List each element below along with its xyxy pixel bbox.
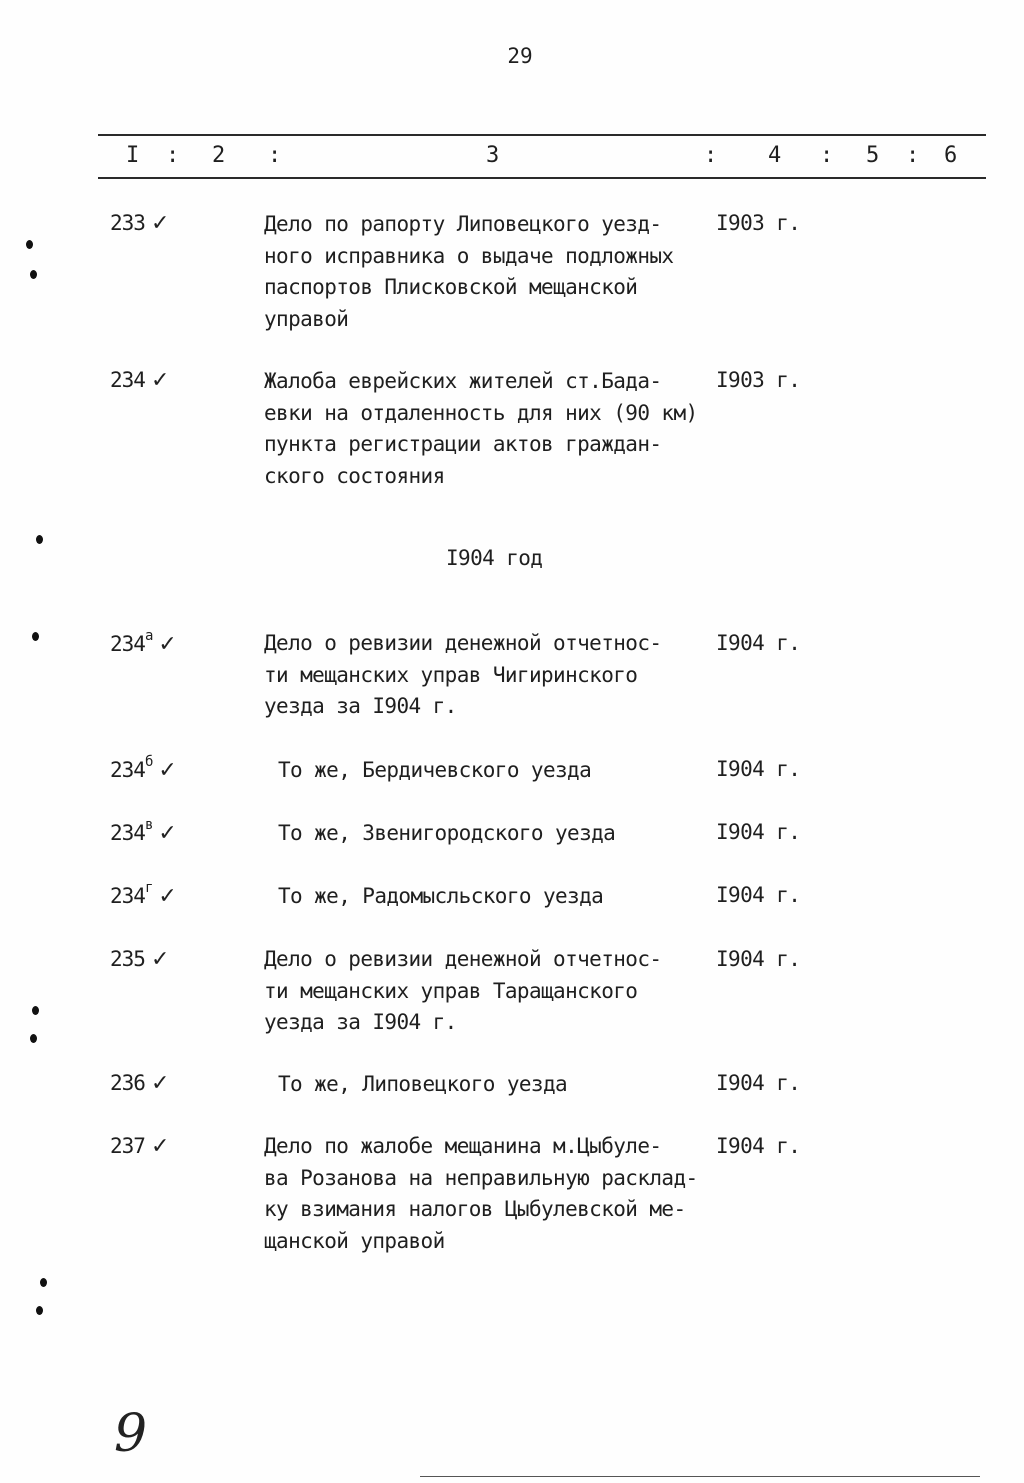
entry-description: Дело о ревизии денежной отчетнос- ти мещанских управ Чигиринского уезда за I904 г. (264, 631, 662, 718)
entry-number-value: 233 (110, 211, 145, 235)
handwritten-number: 9 (114, 1404, 148, 1464)
entry-description: Дело по жалобе мещанина м.Цыбуле- ва Розанова на неправильную расклад- ку взимания налогов Цыбулевской ме- щанской управой (264, 1134, 698, 1253)
page-number: 29 (507, 44, 533, 68)
entry-date: I904 г. (716, 1134, 801, 1158)
entry-number (110, 628, 176, 657)
check-mark-icon: ✓ (150, 1071, 169, 1096)
punch-hole-mark (32, 1006, 39, 1015)
entry-date: I904 г. (716, 631, 801, 655)
column-separator: : (906, 143, 920, 168)
entry-number-value: 234 (110, 884, 145, 908)
entry-number-value: 237 (110, 1134, 145, 1158)
entry-number (110, 1071, 168, 1096)
entry-number (110, 754, 176, 783)
entry-description: Дело по рапорту Липовецкого уезд- ного исправника о выдаче подложных паспортов Плисковской мещанской управой (264, 212, 674, 331)
entry-number-value: 234 (110, 368, 145, 392)
entry-number-suffix: в (144, 817, 153, 833)
entry-number (110, 880, 176, 909)
check-mark-icon: ✓ (158, 758, 176, 783)
entry-number-suffix: а (144, 628, 153, 644)
entry-number-value: 235 (110, 947, 145, 971)
bottom-edge-line (420, 1476, 980, 1477)
check-mark-icon: ✓ (150, 368, 169, 393)
punch-hole-mark (26, 240, 33, 249)
entry-number-value: 234 (110, 758, 145, 782)
column-separator: : (820, 143, 834, 168)
punch-hole-mark (40, 1278, 47, 1287)
column-separator: : (268, 143, 282, 168)
entry-number (110, 947, 168, 972)
entry-date: I904 г. (716, 1071, 801, 1095)
punch-hole-mark (36, 535, 43, 544)
entry-date: I904 г. (716, 883, 801, 907)
entry-description: То же, Бердичевского уезда (278, 758, 592, 782)
check-mark-icon: ✓ (150, 1134, 169, 1159)
entry-number-value: 236 (110, 1071, 145, 1095)
punch-hole-mark (36, 1306, 43, 1315)
check-mark-icon: ✓ (158, 632, 176, 657)
entry-date: I903 г. (716, 368, 801, 392)
column-header-5: 5 (866, 143, 880, 168)
entry-number (110, 1134, 168, 1159)
entry-number-suffix: г (144, 880, 153, 896)
check-mark-icon: ✓ (150, 947, 169, 972)
entry-number-value: 234 (110, 632, 145, 656)
entry-number (110, 211, 168, 236)
entry-date: I904 г. (716, 820, 801, 844)
entry-number-suffix: б (144, 754, 153, 770)
column-header-4: 4 (768, 143, 782, 168)
entry-number (110, 817, 176, 846)
table-header-top-rule (98, 134, 986, 136)
entry-description: То же, Звенигородского уезда (278, 821, 616, 845)
entry-date: I903 г. (716, 211, 801, 235)
column-header-3: 3 (486, 143, 500, 168)
entry-number (110, 368, 168, 393)
column-header-6: 6 (944, 143, 958, 168)
punch-hole-mark (30, 1034, 37, 1043)
column-header-2: 2 (212, 143, 226, 168)
check-mark-icon: ✓ (158, 884, 176, 909)
entry-description: То же, Липовецкого уезда (278, 1072, 568, 1096)
entry-description: То же, Радомысльского уезда (278, 884, 604, 908)
punch-hole-mark (30, 270, 37, 279)
entry-date: I904 г. (716, 757, 801, 781)
entry-date: I904 г. (716, 947, 801, 971)
entry-description: Дело о ревизии денежной отчетнос- ти мещанских управ Таращанского уезда за I904 г. (264, 947, 662, 1034)
column-header-1: I (126, 143, 140, 168)
check-mark-icon: ✓ (158, 821, 176, 846)
table-header-bottom-rule (98, 177, 986, 179)
column-separator: : (166, 143, 180, 168)
column-separator: : (704, 143, 718, 168)
year-heading: I904 год (446, 546, 543, 570)
entry-description: Жалоба еврейских жителей ст.Бада- евки на отдаленность для них (90 км) пункта регистрации актов граждан- ского состояния (264, 369, 698, 488)
punch-hole-mark (32, 632, 39, 641)
entry-number-value: 234 (110, 821, 145, 845)
check-mark-icon: ✓ (150, 211, 169, 236)
